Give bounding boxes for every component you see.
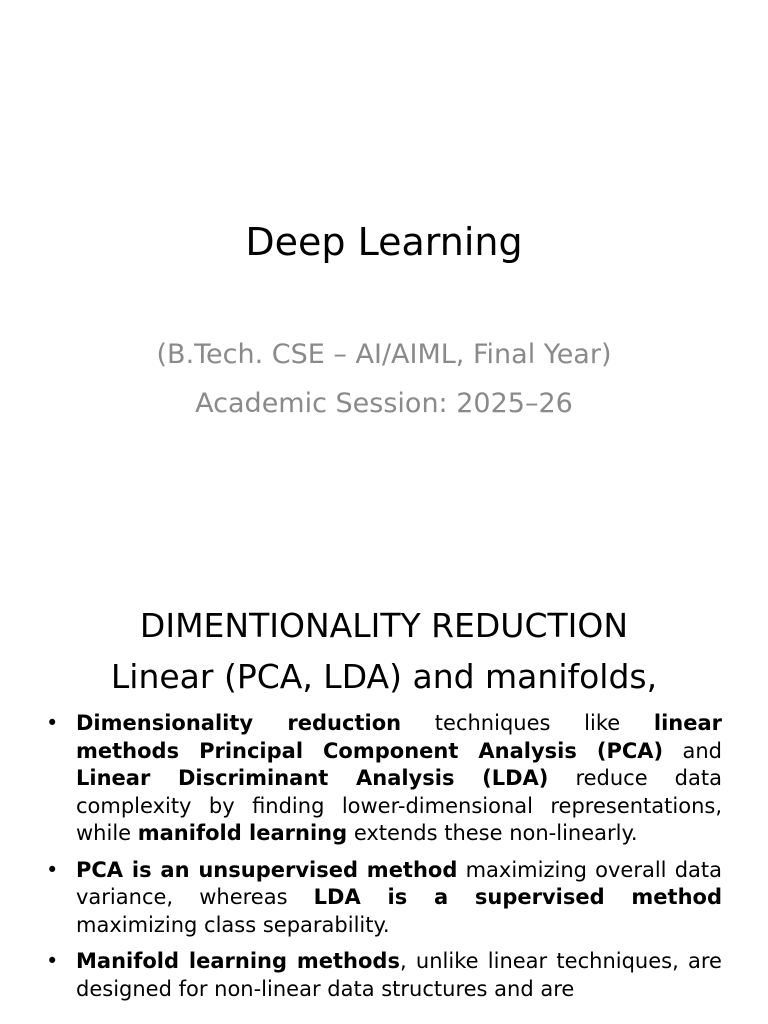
slide-title: Deep Learning [245, 220, 523, 264]
bullet-item [46, 710, 722, 848]
subtitle-session: Academic Session: 2025–26 [195, 388, 573, 419]
bullet-text: and [663, 738, 722, 763]
bullet-bold-text: linear methods Principal Component Analysis (PCA) [76, 711, 723, 763]
bullet-bold-text: PCA is an unsupervised method [76, 857, 458, 882]
bullet-glyph: • [46, 857, 59, 882]
bullet-item [46, 857, 722, 940]
bullet-item [46, 948, 722, 1003]
bullet-text: , unlike linear techniques, are designed for non-linear data structures and are [76, 949, 722, 1001]
bullet-bold-text: manifold learning [137, 821, 348, 845]
heading-line-2: Linear (PCA, LDA) and manifolds, [110, 657, 658, 696]
bullet-text: techniques like [401, 711, 654, 735]
bullet-list [46, 710, 722, 1012]
slide-subtitle [0, 330, 768, 428]
bullet-text: maximizing class separability. [76, 912, 390, 937]
subtitle-course: (B.Tech. CSE – AI/AIML, Final Year) [156, 339, 612, 370]
bullet-bold-text: Dimensionality reduction [76, 711, 402, 735]
bullet-text: reduce data complexity by finding lower-dimensional representations, while [76, 766, 722, 845]
content-slide [0, 576, 768, 1024]
bullet-bold-text: Linear Discriminant Analysis (LDA) [76, 766, 549, 790]
bullet-text: extends these non-linearly. [347, 821, 638, 845]
bullet-text: maximizing overall data variance, whereas [76, 857, 722, 909]
bullet-bold-text: Manifold learning methods [76, 949, 400, 973]
bullet-glyph: • [46, 711, 59, 735]
bullet-bold-text: LDA is a supervised method [313, 885, 722, 909]
bullet-glyph: • [46, 949, 59, 973]
heading-line-1: DIMENTIONALITY REDUCTION [139, 606, 629, 645]
content-slide-heading [0, 600, 768, 702]
